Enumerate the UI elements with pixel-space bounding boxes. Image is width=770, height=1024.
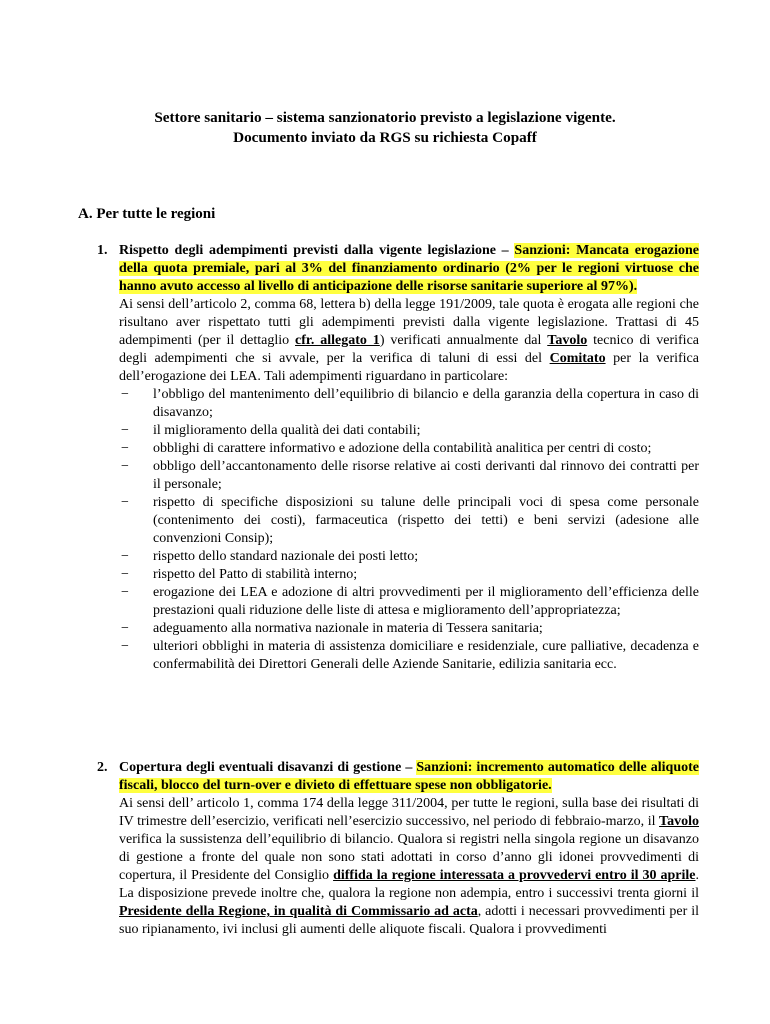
tavolo-reference: Tavolo bbox=[547, 333, 588, 348]
bullet-list bbox=[119, 386, 699, 674]
paragraph-text: . La disposizione prevede inoltre che, qualora la regione non adempia, entro i successivi trenta giorni il bbox=[119, 868, 700, 901]
list-item-1 bbox=[99, 242, 699, 674]
item-number: 1. bbox=[97, 243, 108, 258]
dash-bullet-icon: − bbox=[121, 459, 129, 474]
dash-bullet-icon: − bbox=[121, 441, 129, 456]
bullet-text: rispetto dello standard nazionale dei posti letto; bbox=[153, 549, 419, 564]
allegato-reference: cfr. allegato 1 bbox=[295, 333, 380, 348]
dash-bullet-icon: − bbox=[121, 621, 129, 636]
item-heading-text: Rispetto degli adempimenti previsti dalla vigente legislazione – bbox=[119, 243, 515, 258]
comitato-reference: Comitato bbox=[549, 351, 606, 366]
item-heading bbox=[119, 759, 699, 795]
bullet-item bbox=[119, 620, 699, 638]
paragraph-text: verifica la sussistenza dell’equilibrio di bilancio. Qualora si registri nella singola regione un disavanzo di gestione a fronte del quale non sono stati adottati in corso d’anno gli idonei provvedimenti di copertura, il Presidente del Consiglio bbox=[119, 832, 699, 883]
dash-bullet-icon: − bbox=[121, 423, 129, 438]
paragraph-text: per la verifica dell’erogazione dei LEA. Tali adempimenti riguardano in particolare: bbox=[119, 351, 699, 384]
bullet-item bbox=[119, 638, 699, 674]
bullet-item bbox=[119, 566, 699, 584]
presidente-reference: Presidente della Regione, in qualità di Commissario ad acta bbox=[119, 904, 478, 919]
bullet-text: adeguamento alla normativa nazionale in materia di Tessera sanitaria; bbox=[153, 621, 543, 636]
paragraph-text: Ai sensi dell’articolo 2, comma 68, lettera b) della legge 191/2009, tale quota è erogata alle regioni che risultano aver rispettato tutti gli adempimenti previsti dalla vigente legislazione. Trattasi di 45 adempimenti (per il dettaglio bbox=[119, 297, 699, 348]
title-line-1: Settore sanitario – sistema sanzionatorio previsto a legislazione vigente. bbox=[154, 109, 616, 126]
item-heading bbox=[119, 242, 699, 296]
bullet-text: erogazione dei LEA e adozione di altri provvedimenti per il miglioramento dell’efficienza delle prestazioni quali riduzione delle liste di attesa e miglioramento dell’appropriatezza; bbox=[153, 585, 699, 618]
dash-bullet-icon: − bbox=[121, 585, 129, 600]
dash-bullet-icon: − bbox=[121, 567, 129, 582]
paragraph-text: ) verificati annualmente dal bbox=[379, 333, 548, 348]
item-number: 2. bbox=[97, 760, 108, 775]
bullet-item bbox=[119, 422, 699, 440]
dash-bullet-icon: − bbox=[121, 639, 129, 654]
tavolo-reference: Tavolo bbox=[659, 814, 699, 829]
bullet-text: rispetto del Patto di stabilità interno; bbox=[153, 567, 358, 582]
list-item-2 bbox=[99, 759, 699, 939]
dash-bullet-icon: − bbox=[121, 549, 129, 564]
item-heading-text: Copertura degli eventuali disavanzi di gestione – bbox=[119, 760, 417, 775]
bullet-text: rispetto di specifiche disposizioni su talune delle principali voci di spesa come personale (contenimento dei costi), farmaceutica (rispetto dei tetti) e beni servizi (adesione alle convenzioni Consip); bbox=[153, 495, 699, 546]
sanction-highlight: Sanzioni: Mancata erogazione della quota premiale, pari al 3% del finanziamento ordinario (2% per le regioni virtuose che hanno avuto accesso al livello di anticipazione delle risorse sanitarie superiore al 97%). bbox=[119, 243, 699, 294]
document-title bbox=[0, 108, 770, 148]
item-body bbox=[119, 242, 699, 674]
title-line-2: Documento inviato da RGS su richiesta Copaff bbox=[233, 129, 537, 146]
bullet-item bbox=[119, 440, 699, 458]
bullet-text: l’obbligo del mantenimento dell’equilibrio di bilancio e della garanzia della copertura in caso di disavanzo; bbox=[153, 387, 699, 420]
diffida-reference: diffida la regione interessata a provvedervi entro il 30 aprile bbox=[333, 868, 696, 883]
item-paragraph bbox=[119, 795, 699, 939]
bullet-item bbox=[119, 548, 699, 566]
bullet-item bbox=[119, 494, 699, 548]
paragraph-text: , adotti i necessari provvedimenti per il suo ripianamento, ivi inclusi gli aumenti delle aliquote fiscali. Qualora i provvedimenti bbox=[119, 904, 699, 937]
dash-bullet-icon: − bbox=[121, 495, 129, 510]
bullet-item bbox=[119, 584, 699, 620]
item-paragraph bbox=[119, 296, 699, 386]
section-heading-a: A. Per tutte le regioni bbox=[78, 206, 216, 222]
bullet-text: obbligo dell’accantonamento delle risorse relative ai costi derivanti dal rinnovo dei contratti per il personale; bbox=[153, 459, 699, 492]
bullet-item bbox=[119, 386, 699, 422]
sanction-highlight: Sanzioni: incremento automatico delle aliquote fiscali, blocco del turn-over e divieto di effettuare spese non obbligatorie. bbox=[119, 760, 699, 793]
paragraph-text: tecnico di verifica degli adempimenti che si avvale, per la verifica di taluni di essi del bbox=[119, 333, 699, 366]
bullet-text: ulteriori obblighi in materia di assistenza domiciliare e residenziale, cure palliative, decadenza e confermabilità dei Direttori Generali delle Aziende Sanitarie, edilizia sanitaria ecc. bbox=[153, 639, 699, 672]
bullet-text: obblighi di carattere informativo e adozione della contabilità analitica per centri di costo; bbox=[153, 441, 652, 456]
paragraph-text: Ai sensi dell’ articolo 1, comma 174 della legge 311/2004, per tutte le regioni, sulla base dei risultati di IV trimestre dell’esercizio, verificati nell’esercizio successivo, nel periodo di febbraio-marzo, il bbox=[119, 796, 699, 829]
bullet-item bbox=[119, 458, 699, 494]
bullet-text: il miglioramento della qualità dei dati contabili; bbox=[153, 423, 421, 438]
item-body bbox=[119, 759, 699, 939]
dash-bullet-icon: − bbox=[121, 387, 129, 402]
